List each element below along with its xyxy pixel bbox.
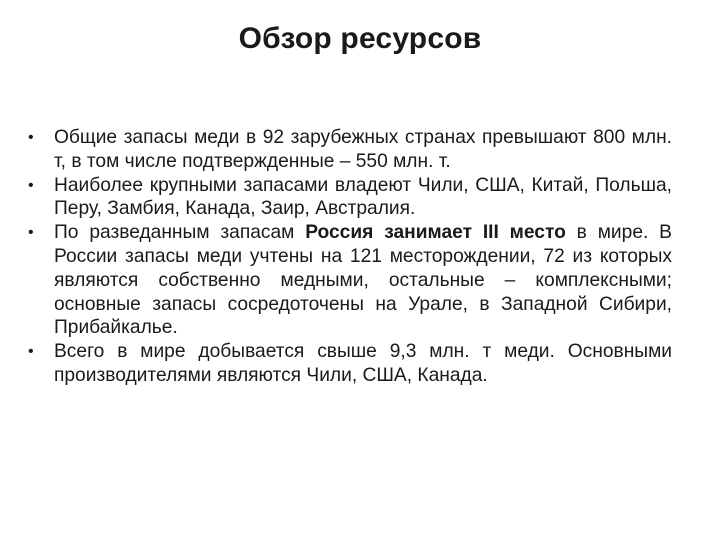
bullet-item	[28, 174, 672, 222]
bullet-text-rest: в мире. В России запасы меди учтены на 121 месторождении, 72 из которых являются собственно медными, остальные – комплексными; основные запасы сосредоточены на Урале, в Западной Сибири, Прибайкалье.	[54, 222, 672, 339]
bullet-icon: •	[28, 343, 34, 361]
bullet-text-emphasis: Россия занимает III место	[305, 222, 566, 244]
bullet-icon: •	[28, 224, 34, 242]
bullet-text-lead: По разведанным запасам	[54, 222, 306, 244]
bullet-item	[28, 340, 672, 388]
bullet-text	[54, 222, 672, 338]
bullet-icon: •	[28, 129, 34, 146]
bullet-text: Наиболее крупными запасами владеют Чили, США, Китай, Польша, Перу, Замбия, Канада, Заир, Австралия.	[54, 174, 672, 220]
bullet-icon: •	[28, 176, 34, 194]
bullet-text: Общие запасы меди в 92 зарубежных странах превышают 800 млн. т, в том числе подтвержденные – 550 млн. т.	[54, 127, 672, 172]
bullet-item	[28, 126, 672, 174]
slide-title: Обзор ресурсов	[238, 22, 482, 55]
bullet-text: Всего в мире добывается свыше 9,3 млн. т меди. Основными производителями являются Чили, США, Канада.	[54, 341, 672, 386]
bullet-item	[28, 221, 672, 340]
bullet-list	[28, 126, 672, 388]
